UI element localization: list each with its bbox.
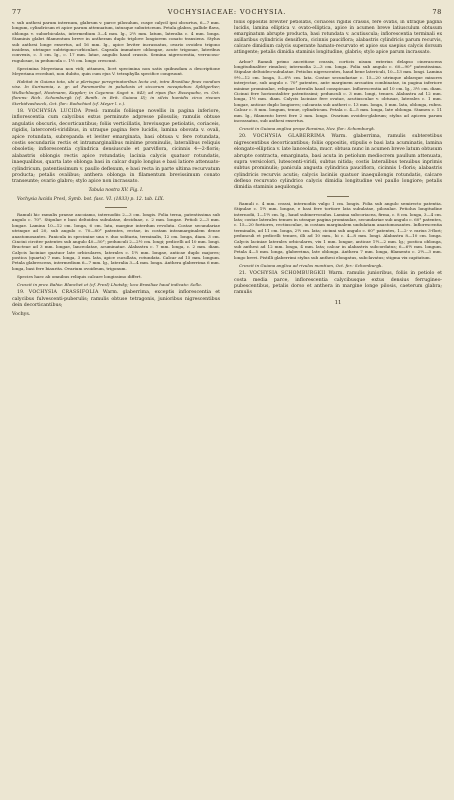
species-diagnosis: Warm. ramulis junioribus, foliis in petiolo et costa media parce, inflorescentia calycibusque extus densius ferrugineo-pubescentibus, petalis dorso et anthera in margine longe pilosis, caeterum glabra; ramulis (234, 271, 442, 296)
diagnosis-paragraph: foliis oppositis breviter petiolatis, coriaceis rigidis crassis, fere ovatis, in utraque pagina lucidis, lamina elliptica v. ovato-elliptica, apice in acumen breve latiusculum obtusum emarginatum abrupte producta, basi rotundata v. acutiuscula; inflorescentia terminali ex axillaribus cylindricis densiflora, cicinnis pauciflora; alabastris cylindricis parum recurvis, calcare dimidium calycis superante hamato-recurvato et apice sus saepius calycis dorsum attingente; petalis dimidia staminis longitudine, glabris; stylo apice parum incrassato. (234, 20, 442, 56)
species-number: 18. (17, 109, 25, 115)
running-title: VOCHYSIACEAE: VOCHYSIA. (167, 8, 287, 16)
description-paragraph: Ramuli hic ramulis praeae ancoiamo, internodiis 2—3 cm. longis. Folia terna, patentissima sub angulo c. 70°. Stipulae e basi deltoidea subulatae, deciduae, c. 2 mm. longae. Petioli 2—3 mm. longae. Lamina 10—12 cm. longa, 6 cm. lata, margine interdum revoluta. Costae secundariae utrinque ad 20, sub angulo c. 70—80° patentes, rectae, in costam intramarginalem dense anastomosantes. Panicula in specimine una v. duo solitaria, terminalis, 12 cm. longa, diam. 3 cm. Cincini circiter patentes sub angulo 40—50°; pedunculi 2—2½ cm. longi; pedicelli ad 10 mm. longi. Bracteae ad 3 mm. longae, lanceolatae, acuminatae. Alabastra c. 7 mm. longa, c. 2 mm. diam. Calycis laciniae quatuor late orbiculares, laterales c. 1½ mm. longae, anticae duplo majores; postica (quarta) 7 mm. longa, 3 mm. lata, apice cucullata, rotundata. Calcar ad 15 mm. longum. Petala glabrescens, intermedium 6—7 mm. lg., lateralia 3—4 mm. longa. Anthera glaberrima 6 mm. longa, basi fere biaurita. Ovarium ovoideum, trigonum. (12, 211, 220, 271)
habitat-paragraph: Crescit in Guiana anglica ad rivulos montium, Oct. fer.: Schomburgk. (239, 262, 383, 268)
species-name: VOCHYSIA SCHOMBURGKII (249, 271, 326, 277)
section-divider (105, 207, 127, 208)
species-name: VOCHYSIA CRASSIFOLIA (28, 290, 99, 296)
section-divider (327, 196, 349, 197)
species-number: 20. (239, 134, 247, 140)
note-paragraph: Specimina Meyeriana non vidi; attamen, licet specimina non satis quibusdam a descriptione Meyeriana recedunt, non dubito, quin cum ejus V. tetraphylla specifice congruunt. (12, 65, 220, 77)
species-name: VOCHYSIA GLABERRIMA (253, 134, 325, 140)
species-entry-18 (12, 109, 220, 186)
species-diagnosis: Warm. glaberrima, exceptis inflorescentia et calycibus fulvescenti-puberulis; ramulis obtuse tetragonis, junioribus nigrescentibus dein decorticantibus; (12, 290, 220, 308)
signature-mark: Vochys. (12, 311, 31, 317)
species-name: VOCHYSIA LUCIDA (28, 109, 82, 115)
habitat-paragraph: Habitat in Guiana tota, ubi a plerisque peregrinatoribus lecta est, intra Brasiliae fines nondum vise. In Surinamia, e. gr. ad Paramaribo in paludosis et siccarum novapiebus: Splitgerber, Wullschlaegel, Hostmann, Kappler; in Cayenna: Sagot n. 843; ad ripas flur. Essequebo, m. Oct. florens: Rich. Schomburgk (cf. Benth. in Brit. Guiana II); in silvis humidis circa riveum Sterbidvasheeck, Oct. flor.: Rodschied (cf. Meyer l. c.). (12, 79, 220, 106)
description-paragraph: v. sub anthesi parum internum, glabrum v. parce pilosulum, cuspe calycil ipsi obcurtus, 6—7 mm. longum, cylindricum et apice parum attenuatum, intusque subutriceum. Petala glabra, pallide flava, oblonga v. suborbiculata, intermedium 3—4 mm. lg., 2½ mm. latum, lateralia c. 4 mm. longa. Staminis glabri filamentum breve in antheram duplo triplove longiorem conato transiens. Stylus sub anthesi longe exsertus, ad 16 mm. lg., apice leviter incrassatus, ovario ovoideo trigono insidens, utrinque subtrigono-orbiculari. Capsula immature oblongae, acute trigonae, lateribus convexis, c. 5 cm. lg., c. 17 mm. latae, angulis haud crassis. Semina nigrescentia, verrucoso-rugulosae, in peduncula c. 1½ cm. longo crescunt. (12, 20, 220, 63)
species-number: 19. (17, 290, 25, 296)
species-diagnosis: Warm. glaberrima, ramulis subteretibus nigrescentibus decorticantibus; foliis oppositis, stipulis e basi lata acuminatis, lamina elongato-elliptica v. late lanceolata, mucr. obtusa nunc in acumen breve latum obtusum abrupte contracta, emarginata, basi acuta in petiolum mediocrem paullum attenuata, supra versicolori, lutescenti-viridi, subtus nitida; costis lateralibus tenuibus inprimis subtus prominulis; panicula angusta cylindrica pauciflora, cicinnis 1-floris; alabastris cylindricis recurvis acutis; calycis laciniis quatuor inaequilongis rotundatis, calcare deflexo recurvato cylindrico calycis dimidia longitudine vel paullo longiore; petalis dimidia staminis aequilongis. (234, 134, 442, 191)
text-columns (12, 20, 442, 782)
description-paragraph: Ramuli c. 4 mm. crassi, internodiis vulgo 1 cm. longis. Folia sub angulo semirecto patentia. Stipulae c. 1½ mm. longae, e basi fere tortiore lata subulatae, pilosulae. Petiolus longitudine internodii, 1—1½ cm. lg., haud subinervosulus. Lamina subcoriacea, firma, c. 8 cm. longa, 3—4 cm. lata; costae laterales tenues in utraque pagina prominulae, secundariae sub angulo c. 60° patentes, c. 15—20 fortiores, rectiusculae, in costam marginalem undulatam anastomosantes. Inflorescentia terminalis, ad 11 cm. longa, 2½ cm. lata; cicinni sub angulo c. 60° patentes, 1—2- v. rarius 3-flori; pedunculi et pedicelli tenues, illi ad 10 mm., hi c. 4—8 mm. longi. Alabastra 8—10 cm. longa. Calycis laciniae laterales orbiculares, vix 1 mm. longae, anticae 1½—2 mm. lg.; postica oblonga, sub anthesi ad 12 mm. longa, 4 mm. lata; calcar in alabastris subcordatus; 6—6½ mm. longum. Petala 4—5 mm. longa, glaberrima, late oblonga. Anthera 7 mm. longa, filamento c. 2½—3 mm. longo brevi. Pistilli glaberrimi stylus sub anthesi elongatus, subclavatus; stigma vix capitatum. (234, 200, 442, 260)
species-entry-21 (234, 271, 442, 297)
page-number-right: 78 (432, 8, 442, 16)
description-paragraph: Arbor? Ramuli primo anceitiose crassis, corticis nisum exterius delapso cinerascens longitudinaliter rimulosi; internodia 2—3 cm. longa. Folia sub angulo c. 60—90° patentissima. Stipulae deltoideo-subulatae. Petiolus nigrescentes, haud bene latericuli, 10—13 mm. longi. Lamina 9½—12 cm. longa, 5—6½ cm. lata. Costae secundariae c. 15—20 utrinque ablaeque minores interjectae, sub angulo c. 70° patentes, ante marginem arcuatim combinatae, in pagina inferiore minime prominulae, reliquae lateralis haud conspicuae. Inflorescentia ad 10 cm. lg., 3½ cm. diam. Cicinni fere horizontaliter patentissimi; pedunculi c. 3 mm. longi, tenues. Alabastra ad 12 mm. longa, 1½ mm. diam. Calycis laciniae fere ovatae, acutiusculae v. obtusae, laterales c. 1 mm. longae, anticae duplo longiores; calcarata sub antheri c. 13 mm. longa, 5 mm. lata, oblonga, rubra. Calcar c. 8 mm. longum, tenue, cylindricum. Petala c. 4—5 mm. longa, late oblonga. Stamen c. 11 mm. lg., filamento brevi fere 2 mm. longo. Ovarium ovoideo-glabrum; stylus ad apicem parum incrassatus, sub anthesi exsertus. (234, 58, 442, 123)
habitat-paragraph: Crescit in prov. Bahia: Blanchet et (cf. Presl) Lhotsky; loco Brasiliae haud indicato: Sello. (17, 281, 202, 287)
folio-number: 11 (334, 299, 342, 306)
literature-reference: Vochysia lucida Presl, Symb. bot. fasc. VI. (1833) p. 12. tab. LIX. (17, 196, 165, 202)
species-entry-19 (12, 290, 220, 309)
species-diagnosis: Presl: ramulis foliisque novellis in pagina inferiore, inflorescentia cum calycibus extus perminute adpresse pilosulis; ramulis obtuse angulatis obscuris, decorticantibus; foliis verticillatis, breviusque petiolatis, coriaceis, rigidis, latercoreti-viridibus, in utraque pagina fere lucidis, lamina obovata v. ovali, apice rotundata, subrepanda et leviter emarginata, basi obtusa v. fere rotundata, costis secundariis rectis et intramarginalibus minime prominulis, lateralibus reliquis obsoletis; inflorescentia cylindrica densiuscule et parviflora, cicinnis 4—2-floris; alabastris oblongis rectis apice rotundatis; lacinia calycis quatuor rotundatis, inaequalibus, quarta late oblonga basi in calcar duplo longius e basi latiore attenuato-cylindricum, patentissimum v. paullo deflexum, e basi recta in parte ultima recurvatum producta; petalis ovalibus; anthera oblonga in filamentum brevissimum conato transeunte; ovario glabro; stylo apice non incrassato. (12, 109, 220, 185)
species-entry-20 (234, 134, 442, 192)
right-column (234, 20, 442, 782)
habitat-paragraph: Crescit in Guiana anglica prope Roraima, Nov. flor.: Schomburgk. (239, 125, 376, 131)
note-paragraph: Species haec ab omnibus reliquis calcare longissimo differt. (17, 273, 142, 279)
left-column (12, 20, 220, 782)
running-header (12, 8, 442, 16)
plate-reference: Tabula nostra XV. Fig. I. (88, 188, 144, 194)
page-number-left: 77 (12, 8, 22, 16)
species-number: 21. (239, 271, 247, 277)
